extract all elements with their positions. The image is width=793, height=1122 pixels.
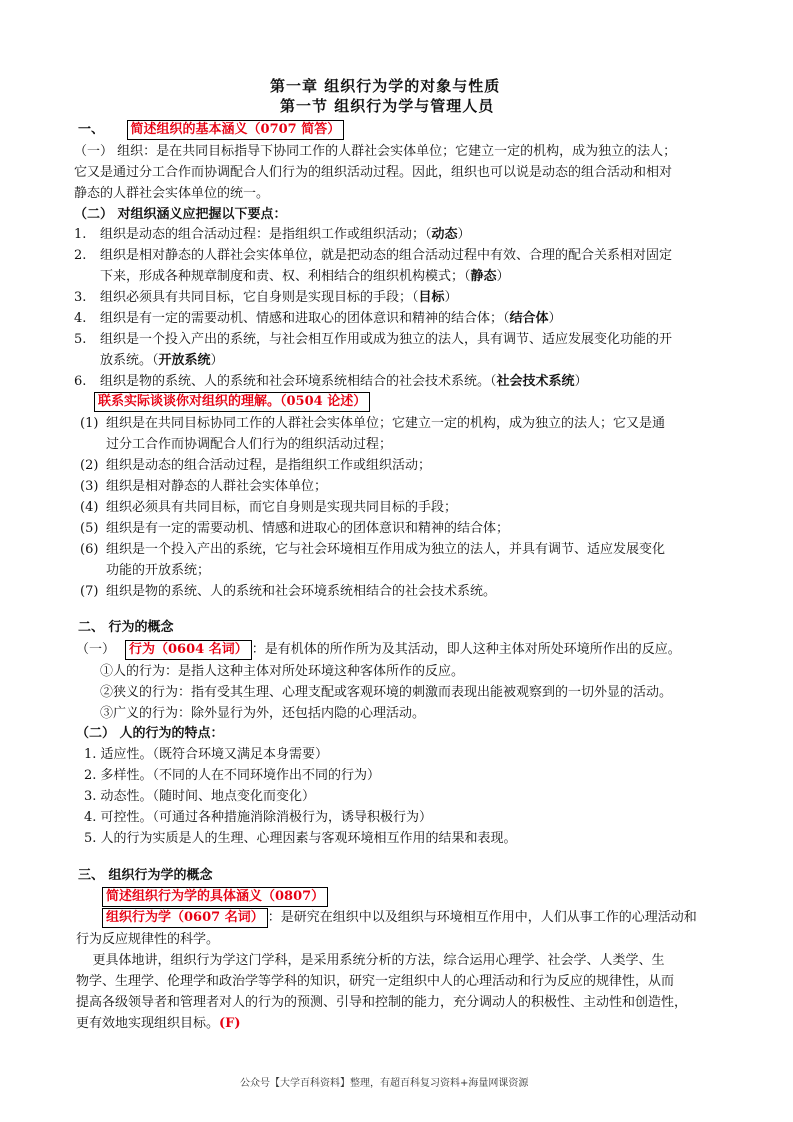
essay-item-cont: 功能的开放系统； bbox=[106, 563, 211, 578]
ob-question bbox=[102, 887, 328, 907]
point-item: 1. 组织是动态的组合活动过程：是指组织工作或组织活动；（动态） bbox=[74, 227, 471, 242]
part1-heading-num: 一、 bbox=[78, 122, 105, 137]
ob-definition-cont: 行为反应规律性的科学。 bbox=[76, 932, 220, 947]
exam-question-box: 行为（0604 名词） bbox=[125, 640, 252, 660]
exam-question-box: 组织行为学（0607 名词） bbox=[102, 908, 268, 928]
point-item: 3. 组织必须具有共同目标，它自身则是实现目标的手段；（目标） bbox=[74, 290, 458, 305]
ob-paragraph-line: 更具体地讲，组织行为学这门学科，是采用系统分析的方法，综合运用心理学、社会学、人类学、生 bbox=[76, 953, 665, 968]
ob-paragraph-line: 物学、生理学、伦理学和政治学等学科的知识，研究一定组织中人的心理活动和行为反应的规律性，从而 bbox=[76, 974, 675, 989]
essay-item: (1) 组织是在共同目标协同工作的人群社会实体单位；它建立一定的机构，成为独立的法人；它又是通 bbox=[80, 416, 666, 431]
trait-item: 1. 适应性。（既符合环境又满足本身需要） bbox=[84, 747, 329, 762]
essay-item: (3) 组织是相对静态的人群社会实体单位； bbox=[80, 479, 328, 494]
essay-question bbox=[94, 392, 370, 412]
answer-mark: (F) bbox=[219, 1016, 241, 1031]
points-heading: （二） 对组织涵义应把握以下要点： bbox=[74, 207, 287, 222]
chapter-title: 第一章 组织行为学的对象与性质 bbox=[270, 77, 501, 95]
point-item: 5. 组织是一个投入产出的系统，与社会相互作用或成为独立的法人，具有调节、适应发展变化功能的开 bbox=[74, 332, 673, 347]
point-item-cont: 下来，形成各种规章制度和责、权、利相结合的组织机构模式；（静态） bbox=[100, 269, 510, 284]
essay-item: (2) 组织是动态的组合活动过程，是指组织工作或组织活动； bbox=[80, 458, 432, 473]
point-item-cont: 放系统。（开放系统） bbox=[100, 353, 224, 368]
exam-question-box: 简述组织行为学的具体涵义（0807） bbox=[102, 887, 328, 907]
behavior-definition: （一） 行为（0604 名词） ：是有机体的所作所为及其活动，即人这种主体对所处环境所作出的反应。 bbox=[76, 640, 681, 660]
definition-line: （一） 组织：是在共同目标指导下协同工作的人群社会实体单位；它建立一定的机构，成为独立的法人； bbox=[74, 144, 677, 159]
essay-item: (6) 组织是一个投入产出的系统，它与社会环境相互作用成为独立的法人，并具有调节、适应发展变化 bbox=[80, 542, 666, 557]
trait-item: 4. 可控性。（可通过各种措施消除消极行为，诱导积极行为） bbox=[84, 810, 433, 825]
ob-paragraph-line: 提高各级领导者和管理者对人的行为的预测、引导和控制的能力，充分调动人的积极性、主动性和创造性， bbox=[76, 995, 688, 1010]
definition-line: 静态的人群社会实体单位的统一。 bbox=[74, 186, 270, 201]
trait-item: 2. 多样性。（不同的人在不同环境作出不同的行为） bbox=[84, 768, 381, 783]
essay-item-cont: 过分工合作而协调配合人们行为的组织活动过程； bbox=[106, 437, 393, 452]
essay-item: (7) 组织是物的系统、人的系统和社会环境系统相结合的社会技术系统。 bbox=[80, 584, 497, 599]
essay-item: (5) 组织是有一定的需要动机、情感和进取心的团体意识和精神的结合体； bbox=[80, 521, 510, 536]
point-item: 6. 组织是物的系统、人的系统和社会环境系统相结合的社会技术系统。（社会技术系统） bbox=[74, 374, 588, 389]
definition-line: 它又是通过分工合作而协调配合人们行为的组织活动过程。因此，组织也可以说是动态的组合活动和相对 bbox=[74, 165, 673, 180]
trait-item: 3. 动态性。（随时间、地点变化而变化） bbox=[84, 789, 316, 804]
point-item: 2. 组织是相对静态的人群社会实体单位，就是把动态的组合活动过程中有效、合理的配合关系相对固定 bbox=[74, 248, 673, 263]
traits-heading: （二） 人的行为的特点： bbox=[76, 726, 224, 741]
ob-definition: 组织行为学（0607 名词） ：是研究在组织中以及组织与环境相互作用中，人们从事工作的心理活动和 bbox=[102, 908, 697, 928]
ob-paragraph-line: 更有效地实现组织目标。(F) bbox=[76, 1016, 241, 1031]
part1-heading bbox=[78, 120, 344, 140]
behavior-sub-item: ①人的行为：是指人这种主体对所处环境这种客体所作的反应。 bbox=[100, 664, 465, 679]
behavior-sub-item: ③广义的行为：除外显行为外，还包括内隐的心理活动。 bbox=[100, 706, 426, 721]
point-item: 4. 组织是有一定的需要动机、情感和进取心的团体意识和精神的结合体；（结合体） bbox=[74, 311, 562, 326]
section-title: 第一节 组织行为学与管理人员 bbox=[280, 97, 495, 115]
exam-question-box: 联系实际谈谈你对组织的理解。（0504 论述） bbox=[94, 392, 370, 412]
part2-heading: 二、 行为的概念 bbox=[78, 620, 174, 635]
part3-heading: 三、 组织行为学的概念 bbox=[78, 868, 213, 883]
behavior-sub-item: ②狭义的行为：指有受其生理、心理支配或客观环境的刺激而表现出能被观察到的一切外显的活动。 bbox=[100, 685, 673, 700]
exam-question-box: 简述组织的基本涵义（0707 简答） bbox=[127, 120, 345, 140]
page-footer: 公众号【大学百科资料】整理，有超百科复习资料+海量网课资源 bbox=[240, 1078, 529, 1089]
trait-item: 5. 人的行为实质是人的生理、心理因素与客观环境相互作用的结果和表现。 bbox=[84, 831, 517, 846]
essay-item: (4) 组织必须具有共同目标，而它自身则是实现共同目标的手段； bbox=[80, 500, 458, 515]
